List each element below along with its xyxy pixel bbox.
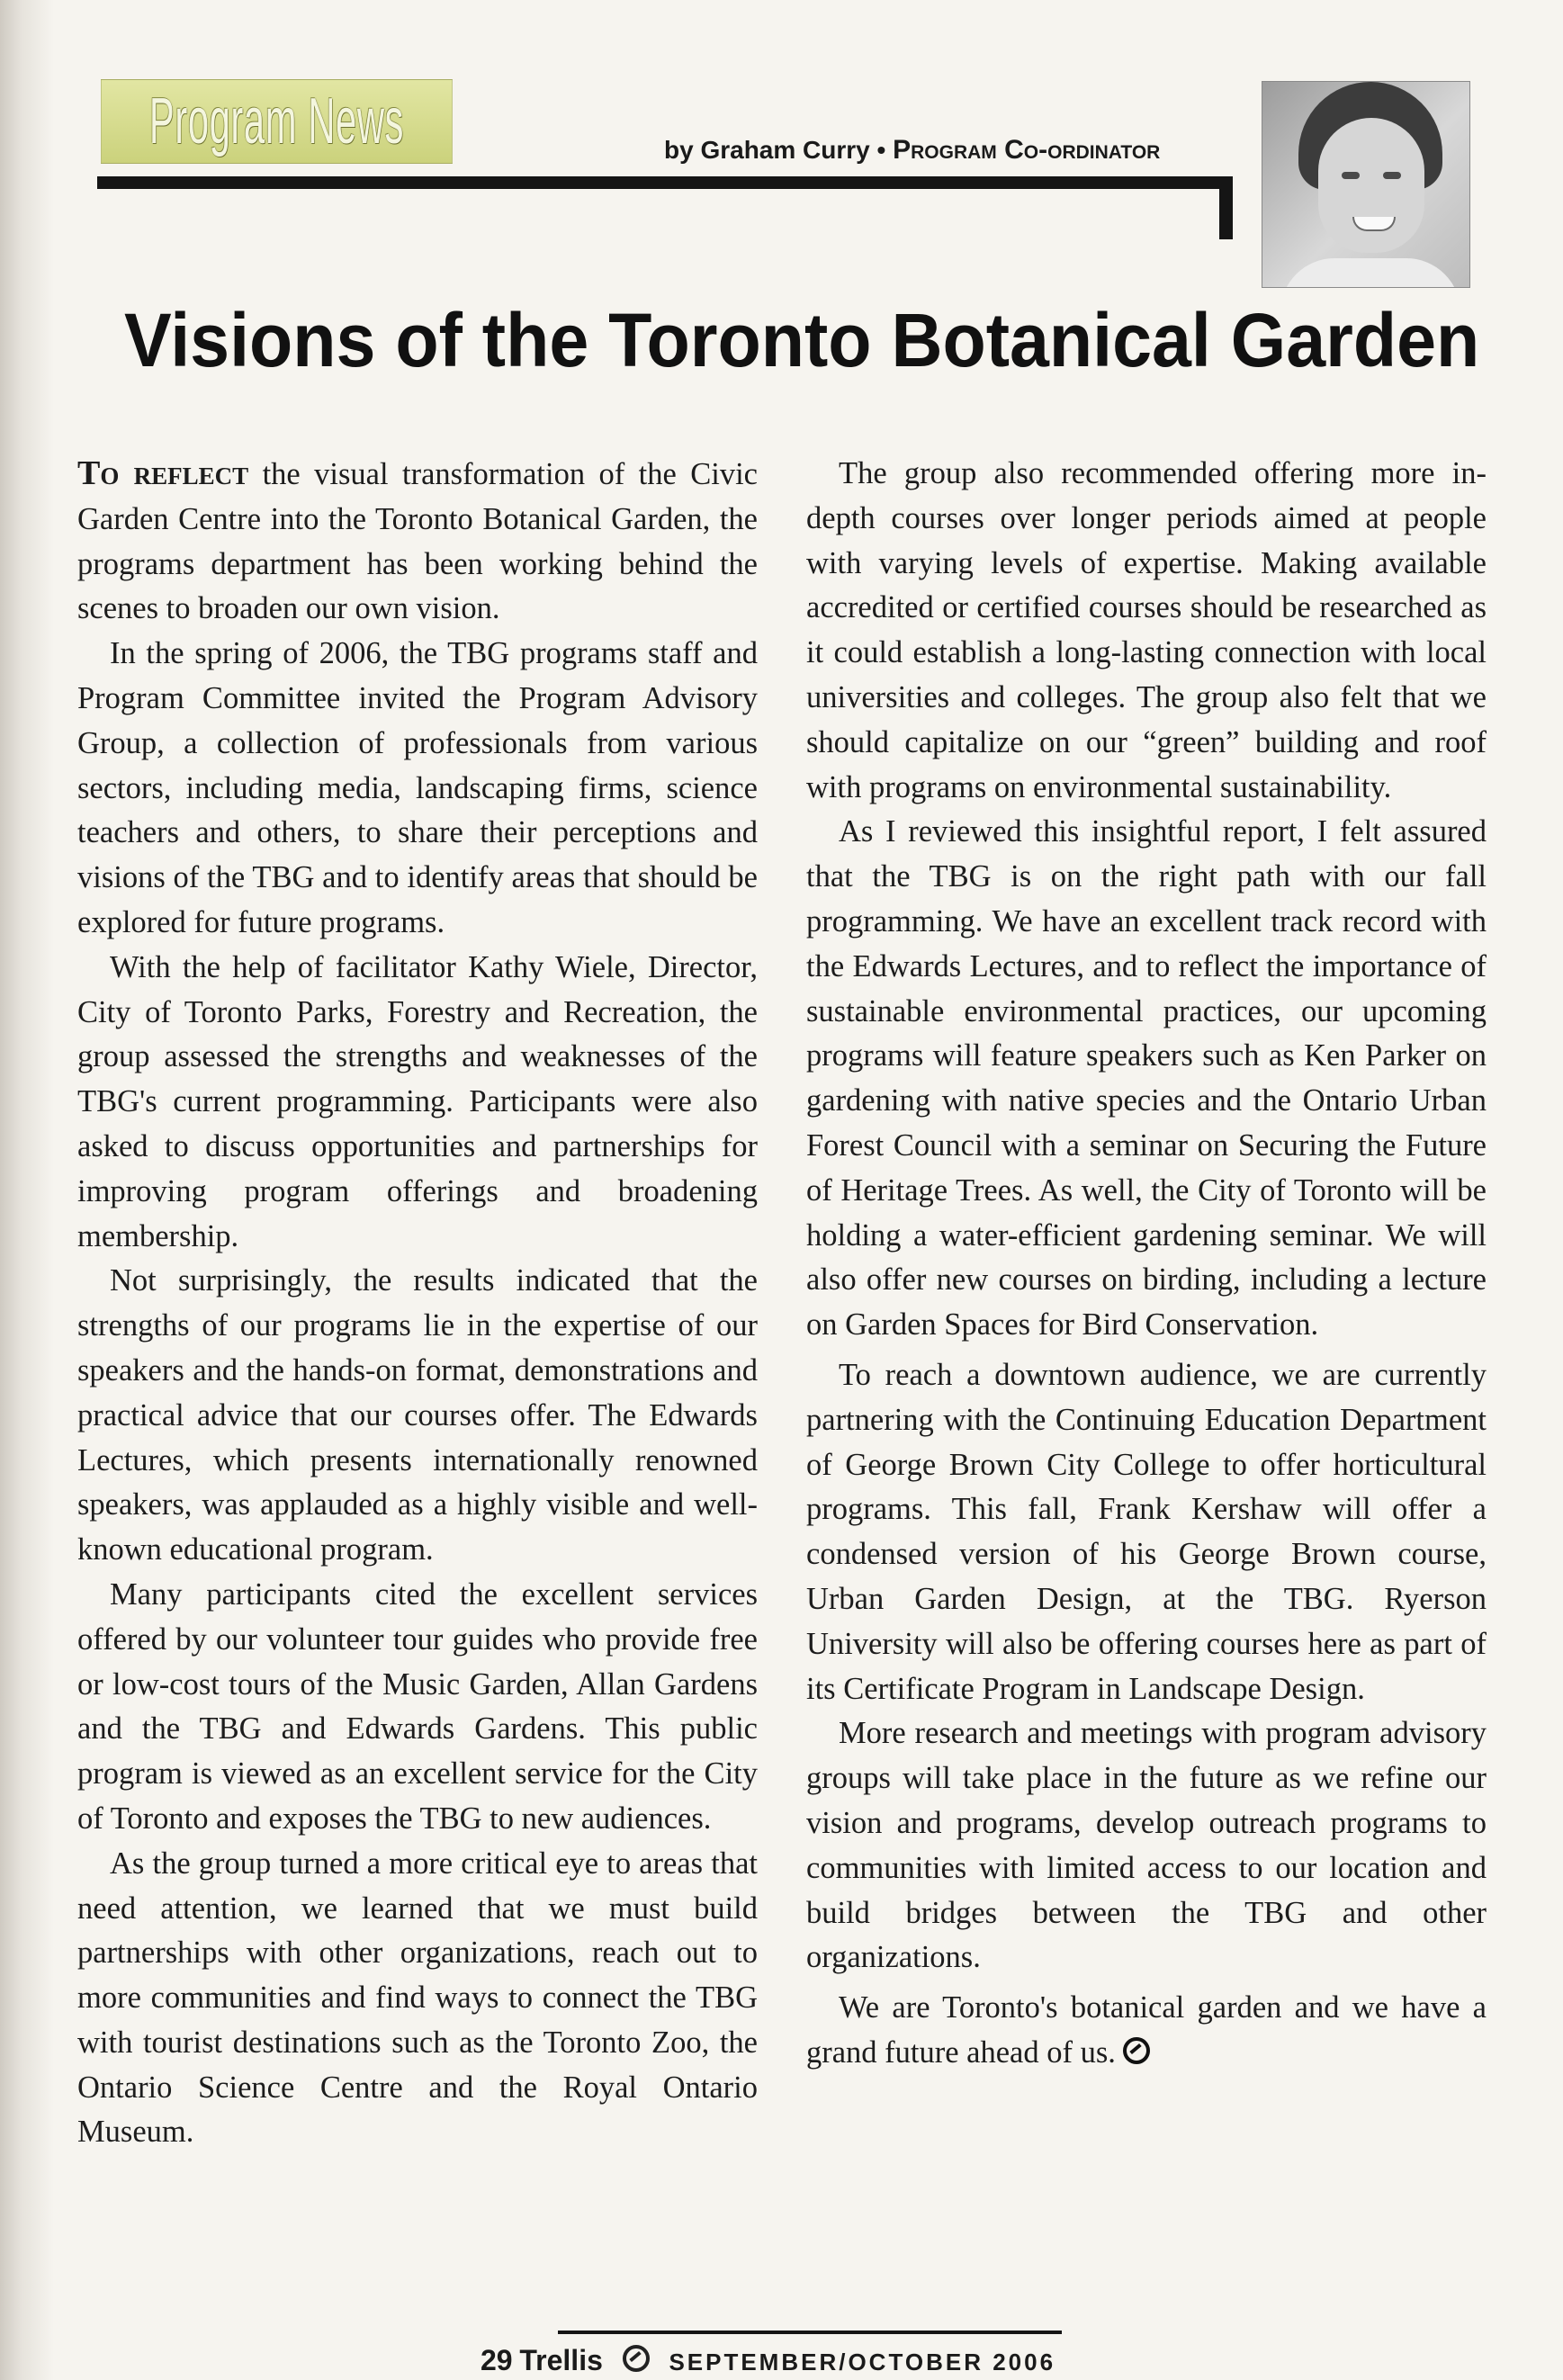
byline-role: Program Co-ordinator	[893, 135, 1161, 165]
byline	[664, 135, 1160, 166]
paragraph: As I reviewed this insightful report, I felt assured that the TBG is on the right path with our fall programming. We have an excellent track record with the Edwards Lectures, and to reflect the importance of sustainable environmental practices, our upcoming programs will feature speakers such as Ken Parker on gardening with native species and the Ontario Urban Forest Council with a seminar on Securing the Future of Heritage Trees. As well, the City of Toronto will be holding a water-efficient gardening seminar. We will also offer new courses on birding, including a lecture on Garden Spaces for Bird Conservation.	[806, 814, 1487, 1343]
paragraph: To reach a downtown audience, we are currently partnering with the Continuing Education Department of George Brown City College to offer horticultural programs. This fall, Frank Kershaw will offer a condensed version of his George Brown course, Urban Garden Design, at the TBG. Ryerson University will also be offering courses here as part of its Certificate Program in Landscape Design.	[806, 1357, 1487, 1706]
photo-face	[1318, 118, 1424, 253]
article-title: Visions of the Toronto Botanical Garden	[124, 298, 1480, 382]
byline-author: by Graham Curry	[664, 136, 870, 164]
trellis-logo-icon	[623, 2345, 650, 2372]
byline-separator: •	[876, 136, 886, 164]
paragraph: To reflect the visual transformation of the Civic Garden Centre into the Toronto Botanical Garden, the programs department has been working behind the scenes to broaden our own vision.	[77, 454, 758, 626]
paragraph: The group also recommended offering more in-depth courses over longer periods aimed at people with varying levels of expertise. Making available accredited or certified courses should be researched as it could establish a long-lasting connection with local universities and colleges. The group also felt that we should capitalize on our “green” building and roof with programs on environmental sustainability.	[806, 456, 1487, 804]
header-rule-end	[1219, 176, 1233, 239]
trellis-logo-icon	[1123, 2037, 1150, 2064]
article-column-left	[77, 452, 758, 2155]
header-rule	[97, 176, 1233, 189]
paragraph: More research and meetings with program advisory groups will take place in the future as we refine our vision and programs, develop outreach programs to communities with limited access to our location and build bridges between the TBG and other organizations.	[806, 1716, 1487, 1975]
article-column-right	[806, 452, 1487, 2076]
issue-date: SEPTEMBER/OCTOBER 2006	[669, 2349, 1056, 2376]
section-badge: Program News	[101, 79, 453, 164]
magazine-name: Trellis	[519, 2344, 603, 2376]
page-number: 29	[481, 2344, 513, 2376]
photo-eye	[1383, 172, 1401, 179]
footer-rule	[558, 2331, 1062, 2334]
page-footer	[481, 2344, 1092, 2377]
paragraph: Not surprisingly, the results indicated that the strengths of our programs lie in the expertise of our speakers and the hands-on format, demonstrations and practical advice that our courses offer. The Edwards Lectures, which presents internationally renowned speakers, was applauded as a highly visible and well-known educational program.	[77, 1263, 758, 1567]
photo-shirt	[1280, 258, 1460, 288]
author-photo	[1262, 81, 1470, 288]
page-gutter-shadow	[0, 0, 54, 2380]
photo-eye	[1342, 172, 1360, 179]
paragraph: With the help of facilitator Kathy Wiele, Director, City of Toronto Parks, Forestry and Recreation, the group assessed the strengths and weaknesses of the TBG's current programming. Participants were also asked to discuss opportunities and partnerships for improving program offerings and broadening membership.	[77, 949, 758, 1253]
paragraph: Many participants cited the excellent services offered by our volunteer tour guides who provide free or low-cost tours of the Music Garden, Allan Gardens and the TBG and Edwards Gardens. This public program is viewed as an excellent service for the City of Toronto and exposes the TBG to new audiences.	[77, 1576, 758, 1836]
paragraph: We are Toronto's botanical garden and we have a grand future ahead of us.	[806, 1990, 1487, 2070]
paragraph: In the spring of 2006, the TBG programs staff and Program Committee invited the Program Advisory Group, a collection of professionals from various sectors, including media, landscaping firms, science teachers and others, to share their perceptions and visions of the TBG and to identify areas that should be explored for future programs.	[77, 636, 758, 939]
lead-in: To reflect	[77, 454, 249, 492]
paragraph: As the group turned a more critical eye to areas that need attention, we learned that we must build partnerships with other organizations, reach out to more communities and find ways to connect the TBG with tourist destinations such as the Toronto Zoo, the Ontario Science Centre and the Royal Ontario Museum.	[77, 1846, 758, 2150]
